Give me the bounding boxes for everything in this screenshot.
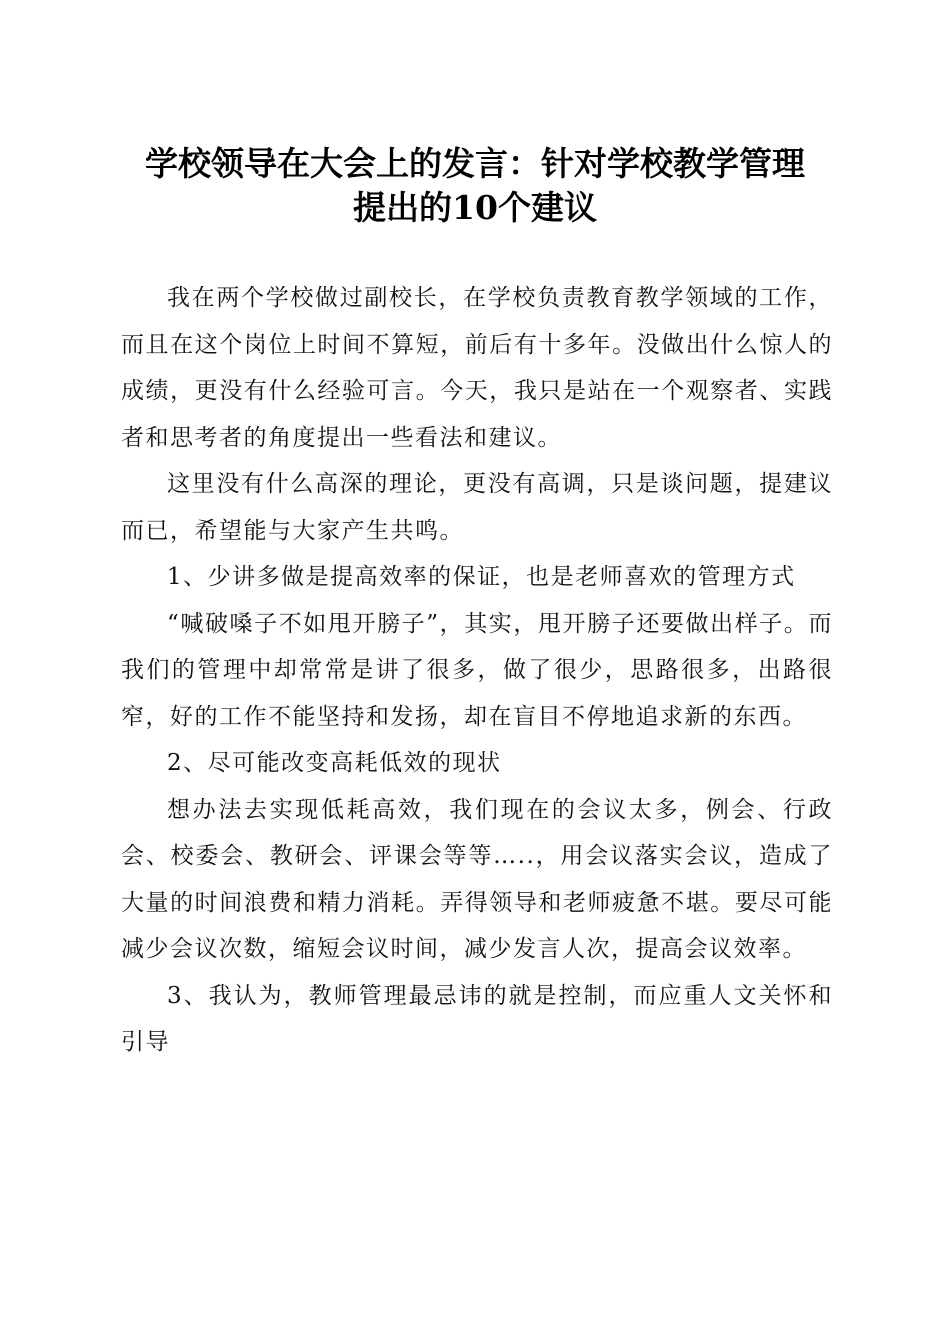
heading-suggestion-2: 2、尽可能改变高耗低效的现状 — [167, 750, 502, 776]
document-title-line-1: 学校领导在大会上的发言：针对学校教学管理 — [145, 144, 805, 183]
heading-suggestion-1: 1、少讲多做是提高效率的保证，也是老师喜欢的管理方式 — [167, 564, 796, 590]
heading-suggestion-3: 3、我认为，教师管理最忌讳的就是控制，而应重人文关怀和引导 — [121, 982, 833, 1055]
paragraph-purpose: 这里没有什么高深的理论，更没有高调，只是谈问题，提建议而已，希望能与大家产生共鸣。 — [121, 471, 833, 544]
document-title-line-2: 提出的10个建议 — [353, 188, 597, 227]
paragraph-intro: 我在两个学校做过副校长，在学校负责教育教学领域的工作，而且在这个岗位上时间不算短，前后有十多年。没做出什么惊人的成绩，更没有什么经验可言。今天，我只是站在一个观察者、实践者和思考者的角度提出一些看法和建议。 — [121, 285, 833, 451]
document-body — [121, 275, 833, 1066]
paragraph-suggestion-2: 想办法去实现低耗高效，我们现在的会议太多，例会、行政会、校委会、教研会、评课会等等…..，用会议落实会议，造成了大量的时间浪费和精力消耗。弄得领导和老师疲惫不堪。要尽可能减少会议次数，缩短会议时间，减少发言人次，提高会议效率。 — [121, 796, 833, 962]
paragraph-suggestion-1: “喊破嗓子不如甩开膀子”，其实，甩开膀子还要做出样子。而我们的管理中却常常是讲了很多，做了很少，思路很多，出路很窄，好的工作不能坚持和发扬，却在盲目不停地追求新的东西。 — [121, 610, 833, 730]
